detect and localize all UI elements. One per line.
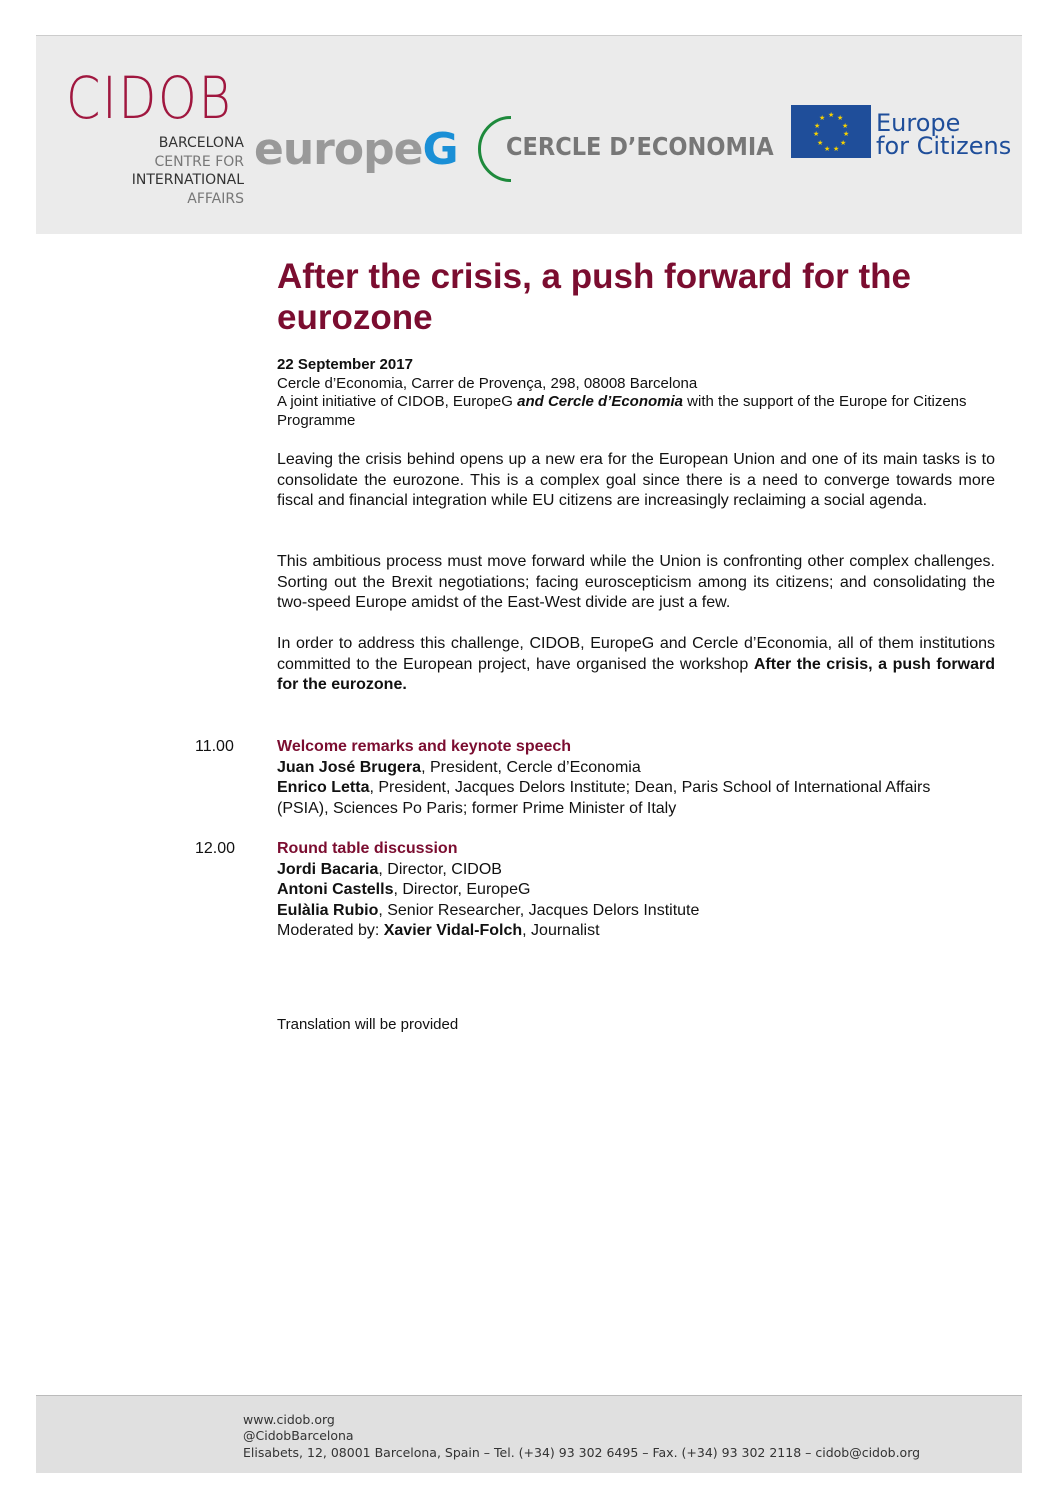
- cidob-sub-line: AFFAIRS: [187, 190, 244, 207]
- logo-header: [36, 35, 1022, 234]
- cidob-subtitle: [96, 134, 244, 208]
- paragraph: Leaving the crisis behind opens up a new era for the European Union and one of its main tasks is to consolidate the eurozone. This is a complex goal since there is a need to converge towards more fiscal and financial integration while EU citizens are increasingly reclaiming a social agenda.: [277, 451, 995, 509]
- europe-for-citizens-logo: [876, 109, 1012, 160]
- workshop-title: After the crisis, a push forward for the eurozone.: [277, 655, 996, 693]
- europeg-logo: europeG: [254, 124, 458, 175]
- venue-name: Cercle d’Economia: [277, 374, 403, 392]
- cidob-sub-line: CENTRE FOR: [154, 153, 244, 170]
- speaker: Jordi Bacaria, Director, CIDOB: [277, 860, 502, 878]
- initiative-emphasis: and Cercle d’Economia: [517, 393, 684, 410]
- cercle-logo: CERCLE D’ECONOMIA: [506, 132, 774, 161]
- closing-paragraph: [277, 634, 995, 696]
- speaker: Eulàlia Rubio, Senior Researcher, Jacques Delors Institute: [277, 901, 700, 919]
- initiative-text: A joint initiative of CIDOB, EuropeG: [277, 393, 518, 410]
- footer: [36, 1395, 1022, 1473]
- paragraph: This ambitious process must move forward while the Union is confronting other complex challenges. Sorting out the Brexit negotiations; facing euroscepticism among its citizens; and consolidating the two-speed Europe amidst of the East-West divide are just a few.: [277, 553, 995, 611]
- event-meta: [277, 356, 995, 430]
- footer-website[interactable]: www.cidob.org: [243, 1412, 335, 1427]
- translation-note: Translation will be provided: [277, 1016, 459, 1033]
- agenda-title: Round table discussion: [277, 840, 458, 857]
- footer-twitter[interactable]: @CidobBarcelona: [243, 1428, 354, 1443]
- speaker: Juan José Brugera, President, Cercle d’Economia: [277, 758, 641, 776]
- event-date: 22 September 2017: [277, 356, 413, 373]
- moderator: Moderated by: Xavier Vidal-Folch, Journalist: [277, 922, 600, 939]
- footer-address: Elisabets, 12, 08001 Barcelona, Spain – Tel. (+34) 93 302 6495 – Fax. (+34) 93 302 2118 – cidob@cidob.org: [243, 1445, 921, 1460]
- initiative-text: with the support of the Europe for Citizens Programme: [277, 393, 967, 429]
- agenda-time: 11.00: [195, 738, 234, 755]
- eu-flag-icon: ★ ★ ★ ★ ★ ★ ★ ★ ★ ★ ★: [791, 105, 871, 158]
- efc-line: for Citizens: [876, 132, 1012, 160]
- speaker: Enrico Letta, President, Jacques Delors Institute; Dean, Paris School of International Affairs (PSIA), Sciences Po Paris; former Prime Minister of Italy: [277, 779, 931, 817]
- page-title: After the crisis, a push forward for the eurozone: [277, 257, 911, 337]
- speaker: Antoni Castells, Director, EuropeG: [277, 881, 531, 898]
- cidob-logo: CIDOB: [66, 64, 233, 132]
- efc-line: Europe: [876, 109, 961, 137]
- agenda-title: Welcome remarks and keynote speech: [277, 738, 572, 755]
- venue-address: , Carrer de Provença, 298, 08008 Barcelona: [402, 374, 698, 392]
- cidob-sub-line: BARCELONA: [158, 135, 244, 151]
- closing-text: In order to address this challenge, CIDOB, EuropeG and Cercle d’Economia, all of them institutions committed to the European project, have organised the workshop: [277, 635, 995, 673]
- agenda-time: 12.00: [195, 840, 236, 857]
- cidob-sub-line: INTERNATIONAL: [131, 172, 244, 188]
